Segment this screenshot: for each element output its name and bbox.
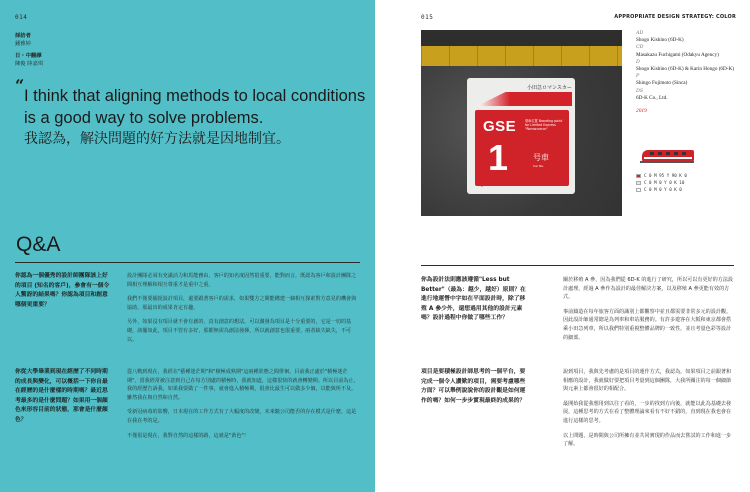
sign-panel xyxy=(475,110,569,186)
info-label: DS xyxy=(636,88,644,94)
right-page xyxy=(375,0,750,492)
section-title: APPROPRIATE DESIGN STRATEGY: COLOR xyxy=(614,14,736,20)
info-label: P xyxy=(636,74,640,80)
question-1: 你認為一個優秀的設計師團隊該上好的項目 (知名的客戶)，參會有一個令人驚訝的結果嗎？你認為項目和創意哪個更重要？ xyxy=(15,273,110,308)
divider xyxy=(15,262,360,263)
answer-paragraph: 另外，如果沒有項目就不會有創的，真有創意的想法，可以激發為項目是十分重要的，它是一切的基礎，該擺如此，項目不管有多好，那都無需為創法發揮，所以就創意也很重要，兩者缺失缺失，不可以。 xyxy=(127,319,352,343)
answer-paragraph: 事前鑄造在每年旅客方面的識別上都觀察中並且都需要非常多元的設計觀。因此設計師通常總是為列車和車站服務的。有許多遊客在大阪和東京都會搭乘小田急列車，所以我們特別重視整體品牌的一致性，並且考量色彩等設計的細部。 xyxy=(563,308,732,341)
sign-car-jp: 号車 xyxy=(533,153,549,162)
info-label: CD xyxy=(636,45,644,51)
credit-name-translator: 陳俊 陸嘉琪 xyxy=(15,60,44,67)
answer-paragraph: 不僅很是現在，我對自然的這樣的路，這就是"黃色"！ xyxy=(127,432,249,439)
answer-paragraph: 說到項目，我與先考慮的是項目的運作方式，我認為，如果項目之前跟著和相應的設計，我就做好要把項目考量到這個團隊，大我所關注的每一個細節與元素上都會很好的相配合。 xyxy=(563,369,732,393)
page-number-right: 015 xyxy=(421,14,434,21)
qa-title: Q&A xyxy=(16,233,61,256)
color-spec: C 0 M 95 Y 90 K 0 xyxy=(636,172,746,179)
credit-role-interviewer: 採訪者 xyxy=(15,33,31,39)
answer-paragraph: 關於移殖 A 參，因為我們從 6D-K 的進行了研究，所以可以有更好的方法設計處理，經過 A 參作為設計的最佳解決方案，以及移殖 A 參更能有效的方式。 xyxy=(563,277,734,301)
color-spec: C 0 M 0 Y 0 K 10 xyxy=(636,179,746,186)
color-swatch xyxy=(636,188,641,192)
color-specs xyxy=(636,172,746,193)
sign-logo: 小田急ロマンスカー xyxy=(527,85,572,91)
divider xyxy=(421,265,734,266)
answer-paragraph: 以上問題，是時間與公司所擁有並共同實現的作品而去嘗試的工作和進一步了解。 xyxy=(563,432,732,448)
headline-english: I think that aligning methods to local conditions is a good way to solve problems. xyxy=(24,87,366,127)
page-number-left: 014 xyxy=(15,14,28,21)
credit-name-interviewer: 鍾雅婷 xyxy=(15,40,31,47)
headline-chinese: 我認為，解決問題的好方法就是因地制宜。 xyxy=(24,131,290,147)
answer-4 xyxy=(563,368,735,455)
boarding-sign xyxy=(467,78,575,194)
info-value: Shogo Kishino (6D-K) xyxy=(636,37,684,44)
sign-arrow: ◀ 2 xyxy=(477,180,490,188)
color-swatch xyxy=(636,174,641,178)
platform-sign-photo xyxy=(421,30,622,216)
answer-2 xyxy=(127,368,360,446)
info-value: Shingo Fujimoto (Sinca) xyxy=(636,80,688,87)
question-2: 你從大學畢業到現在經歷了不同時期的成長與變化，可以概括一下你自最在經歷的是什麼樣的時期嗎？最近思考最多的是什麼問題？如果用一個顏色來形容目前的狀態，那會是什麼顏色？ xyxy=(15,369,108,423)
answer-paragraph: 從八戰到現在，我經在"藝種迷茫期"和"積極成熟期"這兩種狀態之間徘徊。目前我正處於"積極迷茫期"。當我經常被注意到自己在每方別處的積極時，我就知道，這樣很快的就會轉變期。所以目前為止，我的經歷告訴我，如果我要做了一件事，就會進入積極期，很會比最生可以做多少個，以能與所不及。雖然我在與自然和自然。 xyxy=(127,369,359,401)
year: 2019 xyxy=(636,108,647,115)
answer-paragraph: 我們不僅要捕捉設計項目，還要跟著客戶的需求，如果雙方之間能構建一個相互探索對方意見的機會與協助，那最出的成果肯定有趣。 xyxy=(127,296,357,311)
info-value: Shogo Kishino (6D-K) & Karin Hongo (6D-K) xyxy=(636,66,734,73)
color-swatch xyxy=(636,181,641,185)
train-illustration xyxy=(636,148,694,164)
tactile-paving xyxy=(421,46,622,66)
sign-code: GSE xyxy=(483,118,517,135)
credit-role-translator: 日・中翻譯 xyxy=(15,53,42,60)
info-label: D xyxy=(636,59,640,65)
color-spec: C 0 M 0 Y 0 K 0 xyxy=(636,186,746,193)
sign-car-en: Car No. xyxy=(533,164,545,168)
info-label: AD xyxy=(636,31,644,36)
answer-paragraph: 最開始我從我想用到以往了看的，一步的找到方向後，就能以此為基礎去發展，這種思考的方式在看了整體理論來看有不好不錯的，直到現在我也會在進行這樣的思考。 xyxy=(563,400,732,424)
question-3: 你為設計法則應該遵循"Less but Better"（最為：越少，越好）原則？在進行地運營中字如在平面設計時，除了移殖 A 參少外，還想過用其他的設計元素嗎？設計過程中你做了哪些工作？ xyxy=(421,277,526,322)
credits xyxy=(15,33,43,68)
train-ribbon-graphic xyxy=(477,92,572,106)
answer-paragraph: 受新冠病毒的影響，日本現在的工作方式有了大幅度的改變。未來隨公司能否的存在模式是什麼，這是在我在考的是。 xyxy=(127,409,357,424)
credits-info xyxy=(636,30,746,115)
sign-subtitle: 乗車位置 Boarding point for Limited Express "Romancecar" xyxy=(525,119,563,131)
answer-3 xyxy=(563,276,735,348)
answer-1 xyxy=(127,272,360,350)
quote-mark: “ xyxy=(15,76,25,95)
answer-paragraph: 設計團隊必須有充滿活力和馬能務由，客戶的知名度固然很重要，能對而言，既認為客戶和設計團隊之間相互理解和相互尊重才是重中之重。 xyxy=(127,273,357,288)
question-4: 項目是要積極設計師思考的一個平台，要完成一個令人讚歎的項目，需要考慮哪些方面？可以舉例說說你的設計觀是如何運作的嗎？如何一步步實現最終的成果的？ xyxy=(421,369,526,404)
info-value: 6D-K Co., Ltd. xyxy=(636,94,668,101)
info-value: Masakazu Fuchigami (Odakyu Agency) xyxy=(636,51,719,58)
sign-car-number: 1 xyxy=(488,137,509,178)
